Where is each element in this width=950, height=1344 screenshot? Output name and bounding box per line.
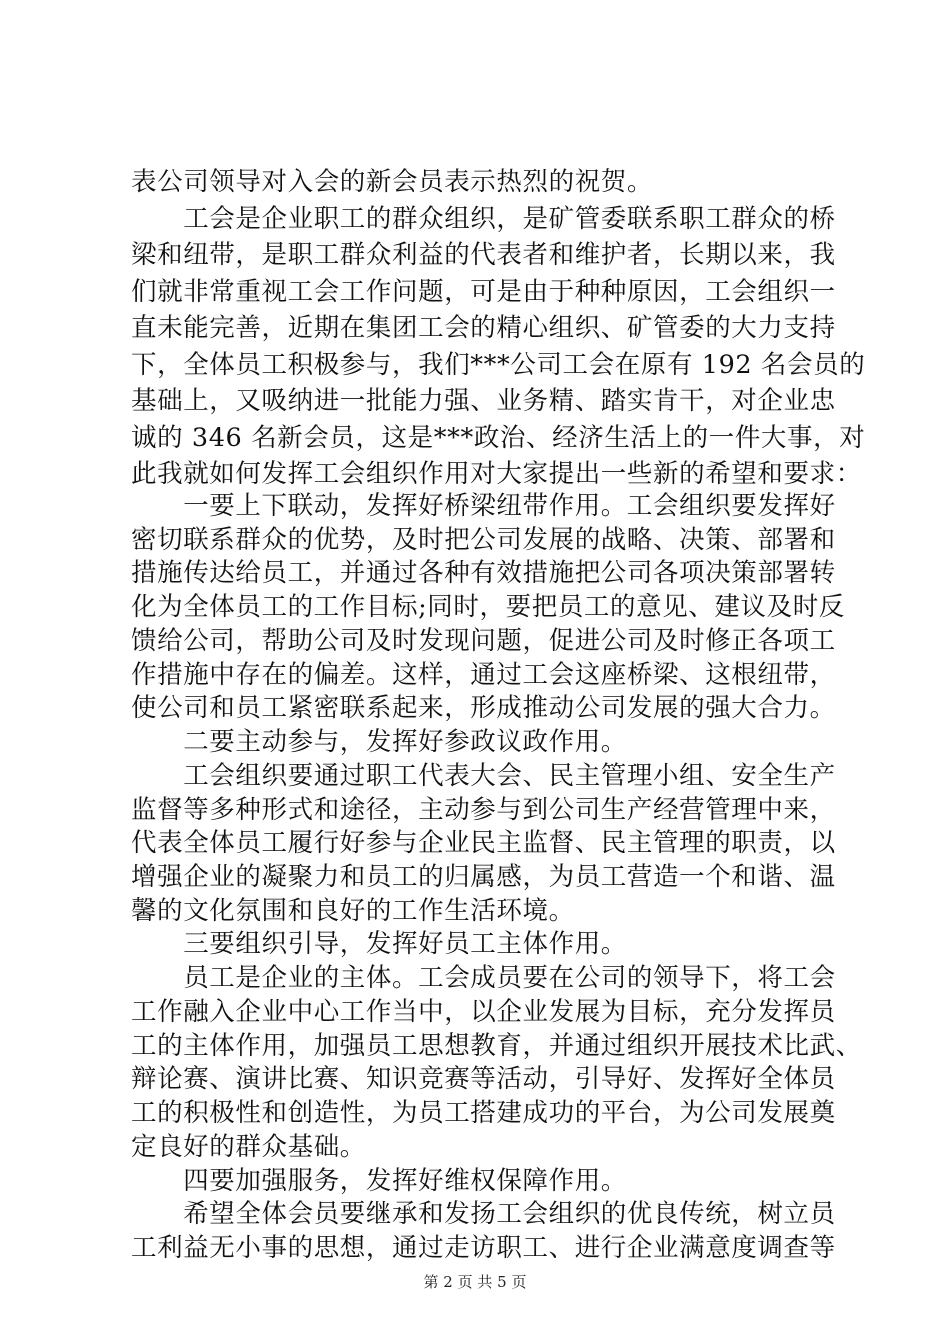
text-line: 工会是企业职工的群众组织，是矿管委联系职工群众的桥 (131, 203, 836, 234)
text-line: 工利益无小事的思想，通过走访职工、进行企业满意度调查等 (131, 1233, 836, 1263)
text-line: 梁和纽带，是职工群众利益的代表者和维护者，长期以来，我 (131, 240, 836, 270)
text-line: 代表全体员工履行好参与企业民主监督、民主管理的职责，以 (131, 828, 836, 859)
text-line: 此我就如何发挥工会组织作用对大家提出一些新的希望和要求： (131, 459, 862, 489)
text-line: 二要主动参与，发挥好参政议政作用。 (131, 727, 627, 758)
text-line: 三要组织引导，发挥好员工主体作用。 (131, 929, 627, 960)
text-line: 四要加强服务，发挥好维权保障作用。 (131, 1165, 627, 1196)
text-line: 一要上下联动，发挥好桥梁纽带作用。工会组织要发挥好 (131, 491, 836, 521)
text-line: 增强企业的凝聚力和员工的归属感，为员工营造一个和谐、温 (131, 862, 836, 892)
text-line: 措施传达给员工，并通过各种有效措施把公司各项决策部署转 (131, 558, 836, 589)
text-line: 直未能完善，近期在集团工会的精心组织、矿管委的大力支持 (131, 313, 836, 343)
text-line: 工作融入企业中心工作当中，以企业发展为目标，充分发挥员 (131, 996, 836, 1027)
text-line: 下，全体员工积极参与，我们***公司工会在原有 192 名会员的 (131, 349, 866, 380)
text-line: 作措施中存在的偏差。这样，通过工会这座桥梁、这根纽带， (131, 659, 836, 690)
text-line: 员工是企业的主体。工会成员要在公司的领导下，将工会 (131, 963, 836, 994)
text-line: 使公司和员工紧密联系起来，形成推动公司发展的强大合力。 (131, 693, 836, 724)
page-footer: 第 2 页 共 5 页 (423, 1273, 527, 1291)
text-line: 工的积极性和创造性，为员工搭建成功的平台，为公司发展奠 (131, 1098, 836, 1129)
text-line: 馨的文化氛围和良好的工作生活环境。 (131, 895, 575, 926)
text-line: 诚的 346 名新会员，这是***政治、经济生活上的一件大事，对 (131, 422, 866, 453)
text-line: 希望全体会员要继承和发扬工会组织的优良传统，树立员 (131, 1199, 836, 1230)
text-line: 们就非常重视工会工作问题，可是由于种种原因，工会组织一 (131, 276, 836, 307)
text-line: 馈给公司，帮助公司及时发现问题，促进公司及时修正各项工 (131, 625, 836, 656)
text-line: 定良好的群众基础。 (131, 1131, 366, 1162)
text-line: 辩论赛、演讲比赛、知识竞赛等活动，引导好、发挥好全体员 (131, 1064, 836, 1095)
text-line: 密切联系群众的优势，及时把公司发展的战略、决策、部署和 (131, 524, 836, 555)
text-line: 工的主体作用，加强员工思想教育，并通过组织开展技术比武、 (131, 1030, 862, 1061)
text-line: 化为全体员工的工作目标;同时，要把员工的意见、建议及时反 (131, 592, 845, 623)
text-line: 监督等多种形式和途径，主动参与到公司生产经营管理中来， (131, 794, 836, 825)
text-line: 表公司领导对入会的新会员表示热烈的祝贺。 (131, 167, 654, 197)
text-line: 基础上，又吸纳进一批能力强、业务精、踏实肯干，对企业忠 (131, 386, 836, 416)
text-line: 工会组织要通过职工代表大会、民主管理小组、安全生产 (131, 760, 836, 791)
